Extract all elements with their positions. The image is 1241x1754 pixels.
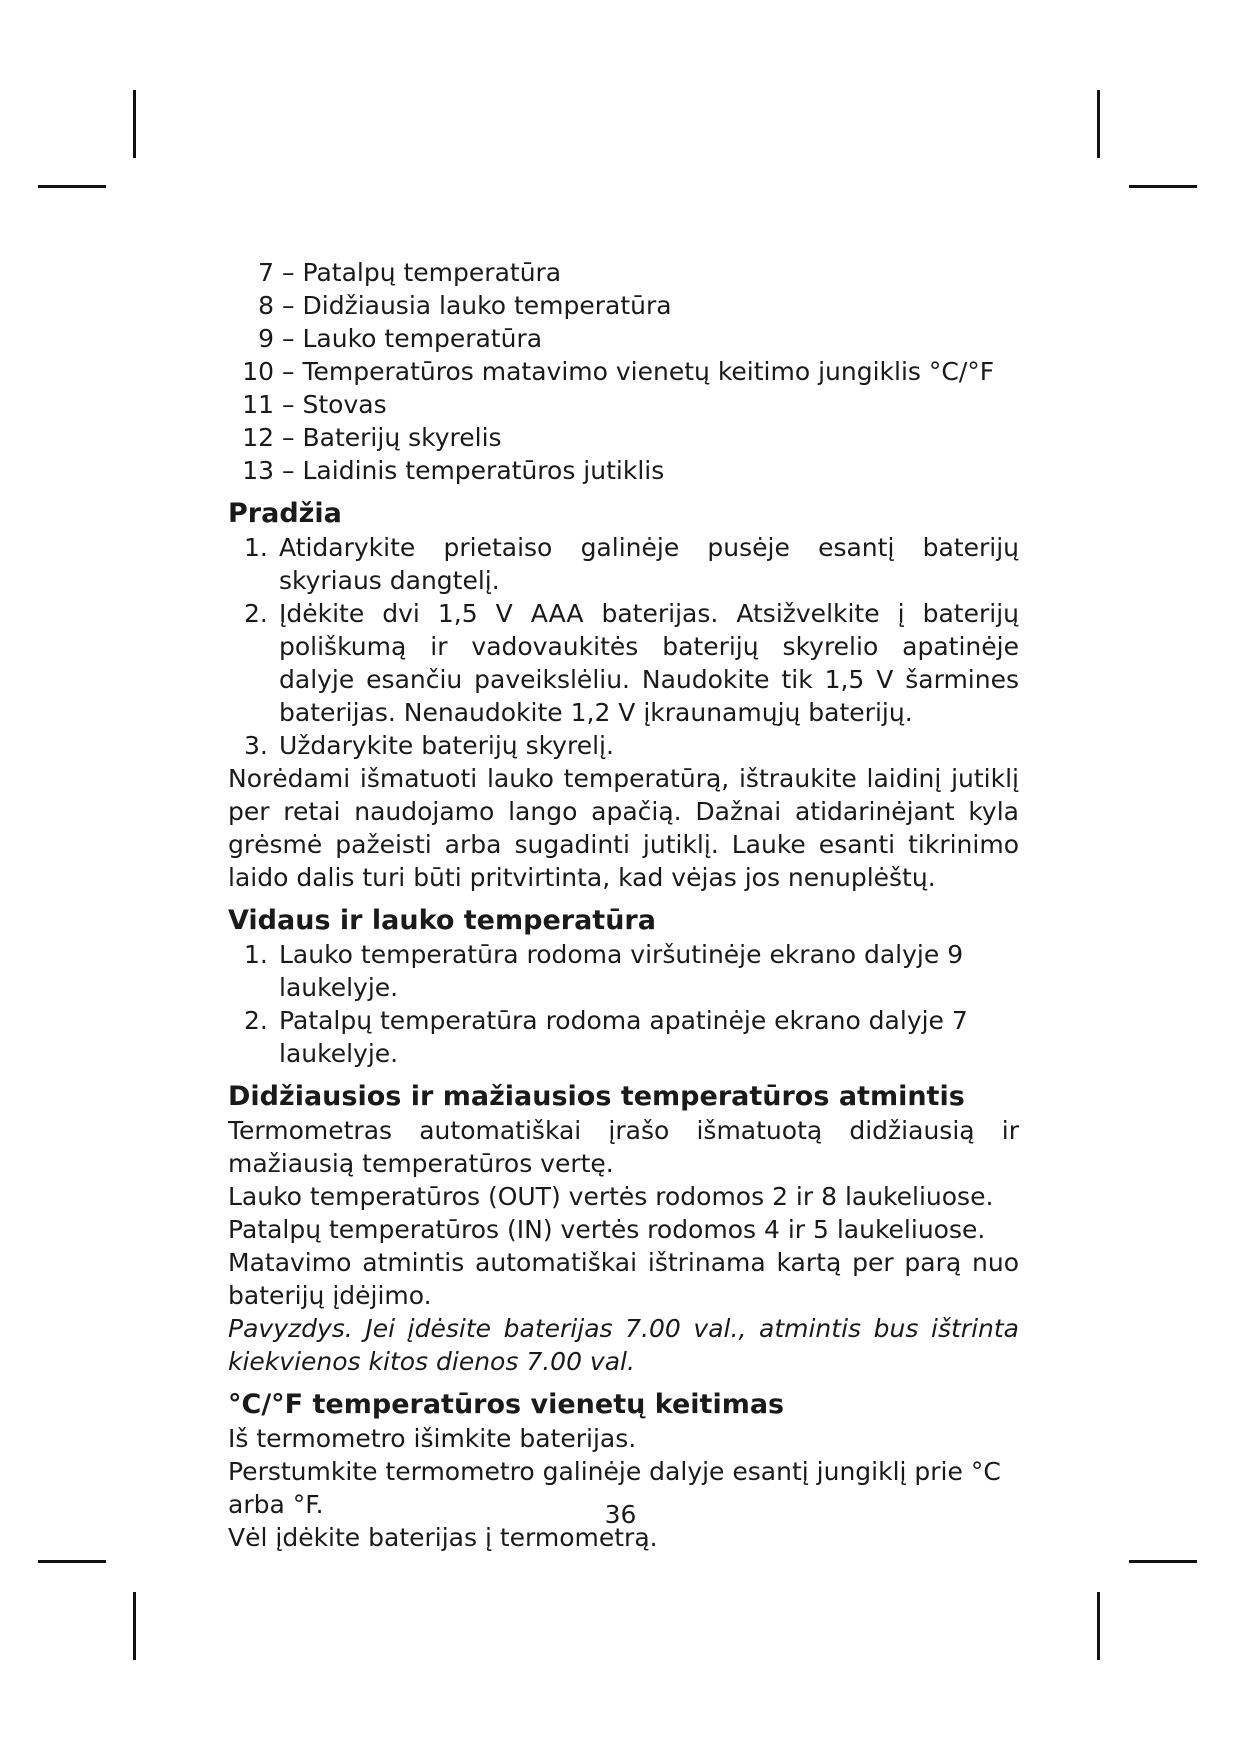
crop-mark-bottom-right-horizontal xyxy=(1129,1560,1197,1563)
units-paragraph: Vėl įdėkite baterijas į termometrą. xyxy=(228,1523,658,1552)
crop-mark-bottom-right-vertical xyxy=(1097,1592,1100,1660)
section-heading-memory: Didžiausios ir mažiausios temperatūros atmintis xyxy=(228,1081,965,1112)
start-paragraph: Norėdami išmatuoti lauko temperatūrą, ištraukite laidinį jutiklį per retai naudojamo lango apačią. Dažnai atidarinėjant kyla grėsmė pažeisti arba sugadinti jutiklį. Lauke esanti tikrinimo laido dalis turi būti pritvirtinta, kad vėjas jos nenuplėštų. xyxy=(228,764,1019,892)
crop-mark-top-right-vertical xyxy=(1097,90,1100,158)
section-heading-start: Pradžia xyxy=(228,498,342,529)
crop-mark-top-right-horizontal xyxy=(1129,185,1197,188)
memory-paragraph: Termometras automatiškai įrašo išmatuotą didžiausią ir mažiausią temperatūros vertę. xyxy=(228,1116,1019,1178)
legend-item: 13 – Laidinis temperatūros jutiklis xyxy=(242,456,665,485)
inout-steps xyxy=(228,938,1019,1070)
crop-mark-bottom-left-horizontal xyxy=(38,1560,106,1563)
legend-item: 11 – Stovas xyxy=(242,390,387,419)
page-content xyxy=(228,256,1019,1554)
list-item: 3. Uždarykite baterijų skyrelį. xyxy=(244,731,614,760)
units-paragraph: Iš termometro išimkite baterijas. xyxy=(228,1424,637,1453)
list-item: 2. Patalpų temperatūra rodoma apatinėje ekrano dalyje 7 laukelyje. xyxy=(244,1006,968,1068)
units-paragraph: Perstumkite termometro galinėje dalyje esantį jungiklį prie °C arba °F. xyxy=(228,1457,1001,1519)
memory-paragraph: Lauko temperatūros (OUT) vertės rodomos 2 ir 8 laukeliuose. xyxy=(228,1182,994,1211)
crop-mark-bottom-left-vertical xyxy=(133,1592,136,1660)
legend-item: 10 – Temperatūros matavimo vienetų keitimo jungiklis °C/°F xyxy=(242,357,995,386)
section-heading-units: °C/°F temperatūros vienetų keitimas xyxy=(228,1389,785,1420)
list-item: 2. Įdėkite dvi 1,5 V AAA baterijas. Atsižvelkite į baterijų poliškumą ir vadovaukitės baterijų skyrelio apatinėje dalyje esančiu paveikslėliu. Naudokite tik 1,5 V šarmines baterijas. Nenaudokite 1,2 V įkraunamųjų baterijų. xyxy=(244,599,1019,727)
parts-legend xyxy=(228,256,1019,487)
legend-item: 9 – Lauko temperatūra xyxy=(258,324,543,353)
memory-paragraph: Matavimo atmintis automatiškai ištrinama kartą per parą nuo baterijų įdėjimo. xyxy=(228,1248,1019,1310)
legend-item: 8 – Didžiausia lauko temperatūra xyxy=(258,291,672,320)
page-number: 36 xyxy=(604,1500,637,1529)
memory-paragraph: Patalpų temperatūros (IN) vertės rodomos 4 ir 5 laukeliuose. xyxy=(228,1215,986,1244)
list-item: 1. Lauko temperatūra rodoma viršutinėje ekrano dalyje 9 laukelyje. xyxy=(244,940,964,1002)
section-heading-inout: Vidaus ir lauko temperatūra xyxy=(228,905,656,936)
legend-item: 7 – Patalpų temperatūra xyxy=(258,258,562,287)
crop-mark-top-left-vertical xyxy=(133,90,136,158)
crop-mark-top-left-horizontal xyxy=(38,185,106,188)
memory-example: Pavyzdys. Jei įdėsite baterijas 7.00 val., atmintis bus ištrinta kiekvienos kitos dienos 7.00 val. xyxy=(228,1314,1019,1376)
start-steps xyxy=(228,531,1019,762)
legend-item: 12 – Baterijų skyrelis xyxy=(242,423,502,452)
list-item: 1. Atidarykite prietaiso galinėje pusėje esantį baterijų skyriaus dangtelį. xyxy=(244,533,1019,595)
